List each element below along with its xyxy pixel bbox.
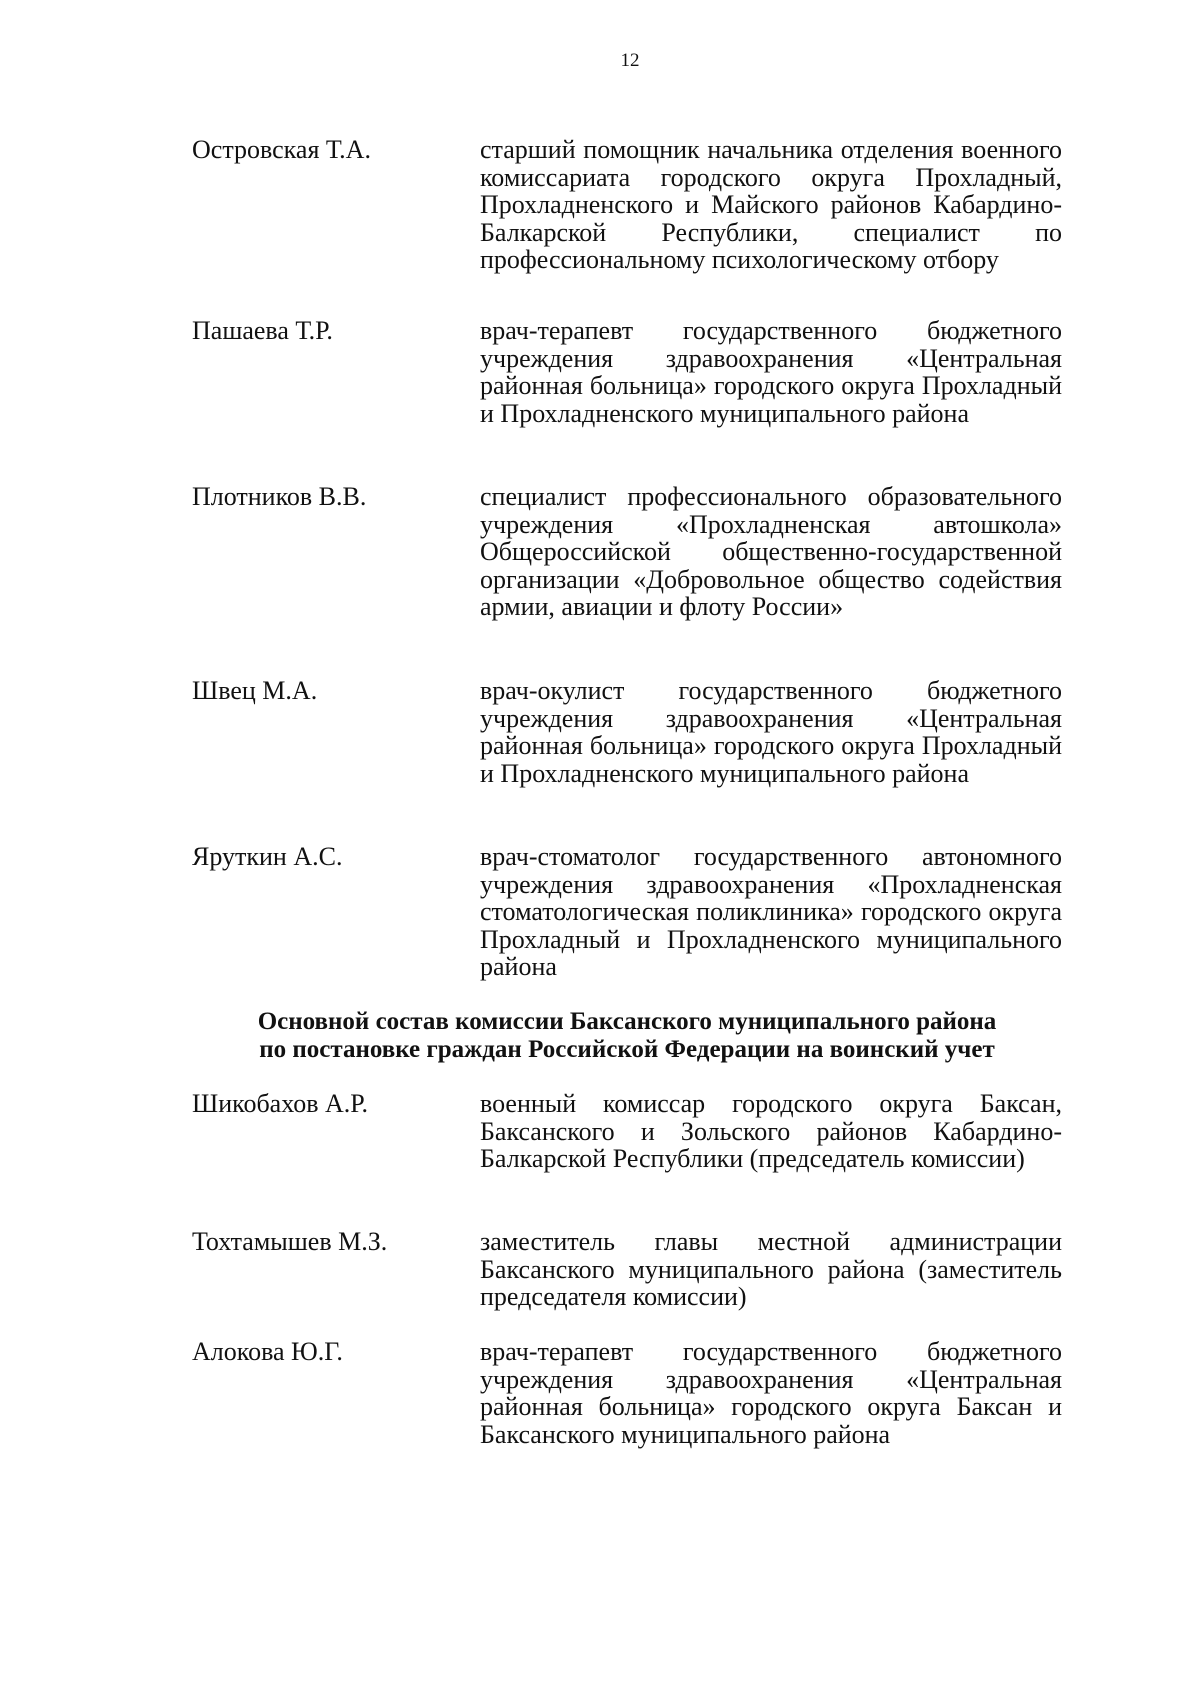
member-entry [192, 677, 1062, 787]
member-position: заместитель главы местной администрации Баксанского муниципального района (заместитель председателя комиссии) [480, 1227, 1062, 1311]
member-entry [192, 843, 1062, 981]
member-entry [192, 1228, 1062, 1311]
member-name: Тохтамышев М.З. [192, 1227, 388, 1256]
member-position: врач-терапевт государственного бюджетного учреждения здравоохранения «Центральная районная больница» городского округа Прохладный и Прохладненского муниципального района [480, 316, 1062, 428]
member-position: врач-терапевт государственного бюджетного учреждения здравоохранения «Центральная районная больница» городского округа Баксан и Баксанского муниципального района [480, 1337, 1062, 1449]
member-name: Островская Т.А. [192, 135, 371, 164]
section-heading [192, 1008, 1062, 1064]
member-position: старший помощник начальника отделения военного комиссариата городского округа Прохладный, Прохладненского и Майского районов Кабардино-Балкарской Республики, специалист по профессиональному психологическому отбору [480, 135, 1062, 274]
member-entry [192, 317, 1062, 427]
member-entry [192, 1338, 1062, 1448]
member-name: Яруткин А.С. [192, 842, 343, 871]
member-name: Швец М.А. [192, 676, 318, 705]
member-position: специалист профессионального образовательного учреждения «Прохладненская автошкола» Общероссийской общественно-государственной организации «Добровольное общество содействия армии, авиации и флоту России» [480, 482, 1062, 621]
member-entry [192, 483, 1062, 621]
member-position: военный комиссар городского округа Баксан, Баксанского и Зольского районов Кабардино-Балкарской Республики (председатель комиссии) [480, 1089, 1062, 1173]
member-entry [192, 136, 1062, 274]
member-name: Плотников В.В. [192, 482, 367, 511]
page-number: 12 [620, 50, 640, 71]
member-name: Шикобахов А.Р. [192, 1089, 368, 1118]
member-entry [192, 1090, 1062, 1173]
member-position: врач-окулист государственного бюджетного учреждения здравоохранения «Центральная районная больница» городского округа Прохладный и Прохладненского муниципального района [480, 676, 1062, 788]
section-heading-line: Основной состав комиссии Баксанского муниципального района [257, 1008, 997, 1035]
member-name: Пашаева Т.Р. [192, 316, 333, 345]
member-name: Алокова Ю.Г. [192, 1337, 343, 1366]
section-heading-line: по постановке граждан Российской Федерации на воинский учет [259, 1036, 995, 1063]
member-position: врач-стоматолог государственного автономного учреждения здравоохранения «Прохладненская стоматологическая поликлиника» городского округа Прохладный и Прохладненского муниципального района [480, 842, 1062, 981]
